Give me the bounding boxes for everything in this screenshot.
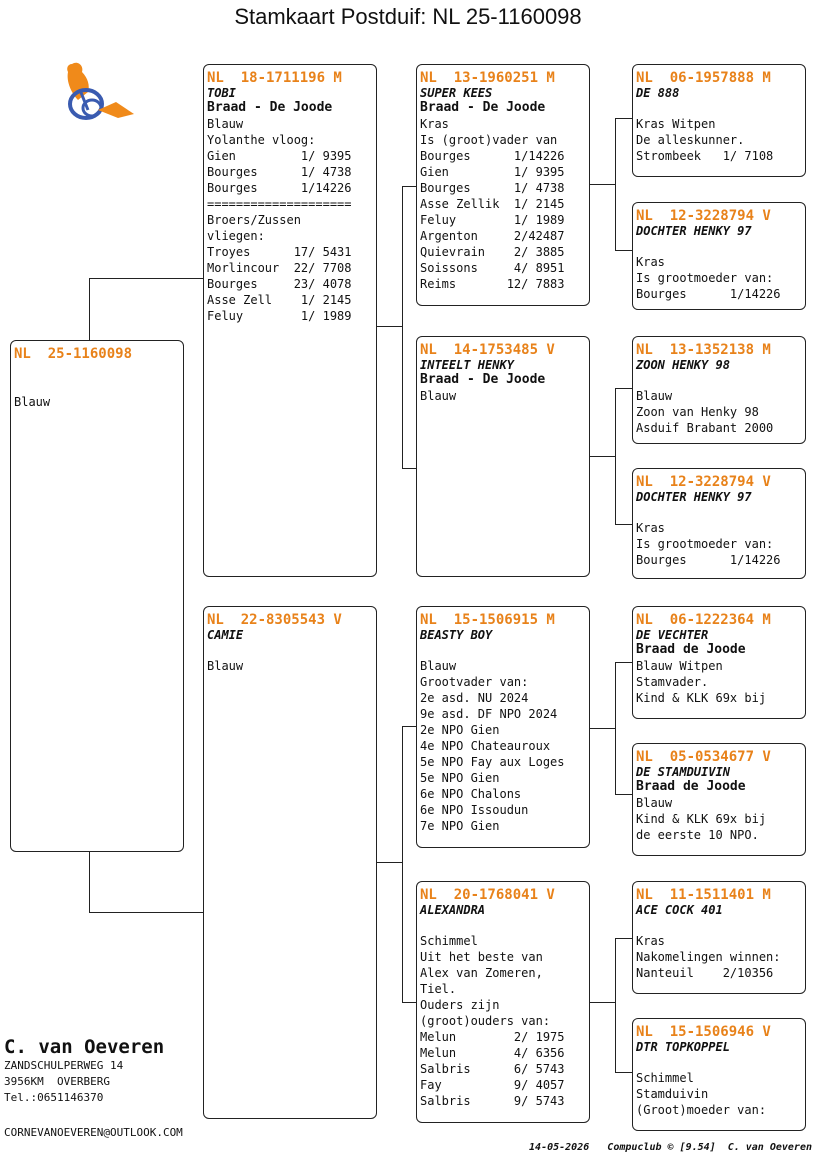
pigeon-name: CAMIE [207,628,244,642]
pedigree-line: Asduif Brabant 2000 [636,421,774,435]
pedigree-line: Blauw [636,389,673,403]
ring-number: NL 12-3228794 V [636,208,771,224]
pedigree-line [636,238,802,254]
pedigree-line: Kras [636,521,665,535]
connector [376,862,402,863]
pedigree-line: Blauw [207,117,244,131]
connector [615,250,633,251]
pedigree-line: Troyes 17/ 5431 [207,245,352,259]
pigeon-name: BEASTY BOY [420,628,493,642]
ring-number: NL 06-1957888 M [636,70,771,86]
pedigree-line: Asse Zell 1/ 2145 [207,293,352,307]
page-title: Stamkaart Postduif: NL 25-1160098 [234,4,582,29]
pedigree-line: Grootvader van: [420,675,529,689]
pedigree-line: 7e NPO Gien [420,819,500,833]
pedigree-line [636,100,802,116]
pigeon-name: TOBI [207,86,236,100]
owner-phone: Tel.:0651146370 [4,1091,104,1104]
breeder-name: Braad - De Joode [420,372,546,387]
pedigree-line: Bourges 1/14226 [636,287,781,301]
pedigree-line: de eerste 10 NPO. [636,828,759,842]
pigeon-card-ffm[interactable] [632,202,806,310]
pedigree-line: Morlincour 22/ 7708 [207,261,352,275]
ring-number: NL 20-1768041 V [420,887,555,903]
pigeon-name: ALEXANDRA [420,903,486,917]
pedigree-line: 6e NPO Chalons [420,787,522,801]
connector [589,456,615,457]
pedigree-line: Stamduivin [636,1087,709,1101]
connector [376,326,402,327]
pedigree-line: Bourges 1/ 4738 [420,181,565,195]
pedigree-line: Asse Zellik 1/ 2145 [420,197,565,211]
pigeon-name: ZOON HENKY 98 [636,358,730,372]
pedigree-line: Kind & KLK 69x bij [636,691,767,705]
ring-number: NL 15-1506915 M [420,612,555,628]
pedigree-line: Uit het beste van [420,950,543,964]
pedigree-line: Blauw [636,796,673,810]
pedigree-line: Kras [636,934,665,948]
pedigree-line: Bourges 1/14226 [420,149,565,163]
breeder-name: Braad - De Joode [207,100,333,115]
pigeon-card-mff[interactable] [632,606,806,719]
pedigree-line: Salbris 9/ 5743 [420,1094,565,1108]
pedigree-line: ==================== [207,197,352,211]
connector [402,1002,416,1003]
pedigree-line [14,362,180,378]
ring-number: NL 14-1753485 V [420,342,555,358]
pigeon-logo-icon [58,60,138,128]
pedigree-line: Kind & KLK 69x bij [636,812,767,826]
pedigree-line [420,642,586,658]
pedigree-line: Bourges 23/ 4078 [207,277,352,291]
pedigree-line: 9e asd. DF NPO 2024 [420,707,558,721]
pigeon-card-fff[interactable] [632,64,806,177]
pedigree-line: Blauw [420,659,457,673]
pigeon-name: DE STAMDUIVIN [636,765,730,779]
pedigree-line [636,917,802,933]
pedigree-line: Melun 2/ 1975 [420,1030,565,1044]
pedigree-line: De alleskunner. [636,133,745,147]
pigeon-name: SUPER KEES [420,86,493,100]
connector [615,662,633,663]
pigeon-card-fmf[interactable] [632,336,806,444]
connector [615,1072,633,1073]
pigeon-name: DOCHTER HENKY 97 [636,224,752,238]
pedigree-line: Argenton 2/42487 [420,229,565,243]
pedigree-line [636,1054,802,1070]
pedigree-line: Stamvader. [636,675,709,689]
pigeon-card-mother[interactable] [203,606,377,1119]
connector [615,938,616,1072]
connector [402,726,403,1002]
pedigree-line: Tiel. [420,982,457,996]
pedigree-line: Reims 12/ 7883 [420,277,565,291]
pedigree-line: Is (groot)vader van [420,133,558,147]
ring-number: NL 05-0534677 V [636,749,771,765]
pedigree-line: Is grootmoeder van: [636,537,774,551]
owner-email: CORNEVANOEVEREN@OUTLOOK.COM [4,1126,183,1139]
pedigree-line: Bourges 1/14226 [636,553,781,567]
pedigree-line: Bourges 1/ 4738 [207,165,352,179]
connector [89,852,90,912]
pedigree-line: Blauw [420,389,457,403]
pedigree-line: Blauw Witpen [636,659,723,673]
pedigree-line [636,372,802,388]
pigeon-card-fmm[interactable] [632,468,806,579]
pigeon-card-mmf[interactable] [632,881,806,994]
breeder-name: Braad de Joode [636,642,746,657]
connector [615,938,633,939]
pedigree-line: 2e NPO Gien [420,723,500,737]
pigeon-name: DE VECHTER [636,628,709,642]
ring-number: NL 15-1506946 V [636,1024,771,1040]
connector [615,118,633,119]
ring-number: NL 13-1352138 M [636,342,771,358]
pedigree-line [420,917,586,933]
pedigree-line: 6e NPO Issoudun [420,803,529,817]
pedigree-line: Blauw [14,395,51,409]
pigeon-name: DE 888 [636,86,680,100]
pedigree-line: (Groot)moeder van: [636,1103,767,1117]
pedigree-line: Gien 1/ 9395 [207,149,352,163]
pigeon-name: DOCHTER HENKY 97 [636,490,752,504]
connector [89,278,90,340]
pedigree-line: Kras [420,117,449,131]
pedigree-line: Yolanthe vloog: [207,133,316,147]
owner-block [4,1036,164,1106]
pedigree-line: Blauw [207,659,244,673]
pigeon-card-mfm[interactable] [632,743,806,856]
pigeon-name: DTR TOPKOPPEL [636,1040,730,1054]
pedigree-line: 2e asd. NU 2024 [420,691,529,705]
pedigree-line: Feluy 1/ 1989 [207,309,352,323]
pedigree-line [14,378,180,394]
pedigree-line: Schimmel [636,1071,694,1085]
connector [615,388,616,524]
connector [615,388,633,389]
connector [402,186,403,468]
pigeon-card-father[interactable] [203,64,377,577]
connector [615,662,616,794]
pedigree-line: Soissons 4/ 8951 [420,261,565,275]
pigeon-card-main[interactable] [10,340,184,852]
pigeon-card-mf[interactable] [416,606,590,848]
connector [615,794,633,795]
ring-number: NL 12-3228794 V [636,474,771,490]
connector [402,186,416,187]
pedigree-line: Kras Witpen [636,117,716,131]
pedigree-line: Gien 1/ 9395 [420,165,565,179]
owner-address-line: ZANDSCHULPERWEG 14 [4,1059,124,1072]
breeder-name: Braad de Joode [636,779,746,794]
pedigree-line: Nanteuil 2/10356 [636,966,774,980]
pigeon-name: ACE COCK 401 [636,903,723,917]
breeder-name: Braad - De Joode [420,100,546,115]
pedigree-line [636,504,802,520]
pedigree-line: Zoon van Henky 98 [636,405,759,419]
ring-number: NL 25-1160098 [14,346,133,362]
owner-name: C. van Oeveren [4,1036,165,1058]
pedigree-line: Ouders zijn [420,998,500,1012]
connector [615,118,616,250]
connector [402,726,416,727]
connector [589,728,615,729]
owner-address-line: 3956KM OVERBERG [4,1075,110,1088]
pedigree-line: 5e NPO Fay aux Loges [420,755,565,769]
pedigree-line: Alex van Zomeren, [420,966,543,980]
ring-number: NL 22-8305543 V [207,612,342,628]
pedigree-line: Salbris 6/ 5743 [420,1062,565,1076]
pedigree-line: Bourges 1/14226 [207,181,352,195]
connector [589,1002,615,1003]
connector [402,468,416,469]
pedigree-line: vliegen: [207,229,265,243]
pigeon-name: INTEELT HENKY [420,358,514,372]
pedigree-line: Strombeek 1/ 7108 [636,149,774,163]
pedigree-line: Feluy 1/ 1989 [420,213,565,227]
ring-number: NL 06-1222364 M [636,612,771,628]
pedigree-line: 4e NPO Chateauroux [420,739,551,753]
pedigree-line: 5e NPO Gien [420,771,500,785]
pedigree-line: (groot)ouders van: [420,1014,551,1028]
pedigree-line: Quievrain 2/ 3885 [420,245,565,259]
ring-number: NL 13-1960251 M [420,70,555,86]
pigeon-card-mm[interactable] [416,881,590,1123]
pedigree-line: Melun 4/ 6356 [420,1046,565,1060]
pedigree-line: Schimmel [420,934,478,948]
pedigree-line: Broers/Zussen [207,213,301,227]
pedigree-line: Kras [636,255,665,269]
connector [89,278,203,279]
connector [615,524,633,525]
pedigree-line [207,642,373,658]
ring-number: NL 18-1711196 M [207,70,342,86]
pigeon-card-ff[interactable] [416,64,590,306]
connector [589,184,615,185]
pedigree-line: Fay 9/ 4057 [420,1078,565,1092]
pigeon-card-fm[interactable] [416,336,590,577]
pedigree-line: Is grootmoeder van: [636,271,774,285]
pedigree-line: Nakomelingen winnen: [636,950,781,964]
ring-number: NL 11-1511401 M [636,887,771,903]
pigeon-card-mmm[interactable] [632,1018,806,1131]
connector [89,912,203,913]
footer-credit: 14-05-2026 Compuclub © [9.54] C. van Oeveren [529,1142,812,1153]
